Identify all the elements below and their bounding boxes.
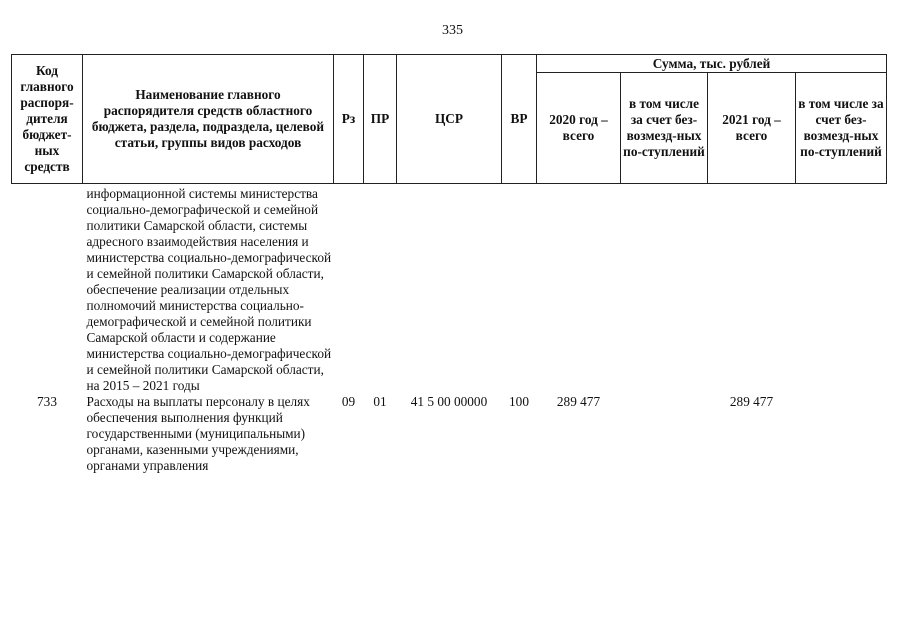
cell-2020-total [537, 184, 621, 395]
header-vr: ВР [502, 55, 537, 184]
header-rz: Рз [334, 55, 364, 184]
header-2020-total: 2020 год – всего [537, 73, 621, 184]
cell-2020-free [621, 184, 708, 395]
header-2021-total: 2021 год – всего [708, 73, 796, 184]
header-code: Код главного распоря-дителя бюджет-ных средств [12, 55, 83, 184]
cell-code: 733 [37, 394, 57, 409]
budget-table [11, 54, 887, 474]
cell-csr: 41 5 00 00000 [410, 394, 488, 409]
cell-csr [397, 184, 502, 395]
cell-vr [502, 184, 537, 395]
cell-2021-free [796, 184, 887, 395]
cell-pr: 01 [373, 394, 387, 409]
table-row [12, 184, 887, 395]
header-2021-free: в том числе за счет без-возмезд-ных по-ступлений [796, 73, 887, 184]
cell-2021-free [796, 394, 887, 474]
cell-2020-free [621, 394, 708, 474]
page-number: 335 [442, 23, 463, 38]
header-2020-free: в том числе за счет без-возмезд-ных по-ступлений [621, 73, 708, 184]
cell-rz: 09 [341, 394, 356, 409]
table-row [12, 394, 887, 474]
cell-name: информационной системы министерства социально-демографической и семейной политики Самарской области, системы адресного взаимодействия населения и министерства социально-демографической и семейной политики Самарской области, обеспечение реализации отдельных полномочий министерства социально-демографической и семейной политики Самарской области и содержание министерства социально-демографической и семейной политики Самарской области, на 2015 – 2021 годы [86, 186, 332, 393]
cell-code [12, 184, 83, 395]
cell-2021-total [708, 184, 796, 395]
cell-name: Расходы на выплаты персоналу в целях обеспечения выполнения функций государственными (муниципальными) органами, казенными учреждениями, органами управления [86, 394, 310, 473]
header-name: Наименование главного распорядителя средств областного бюджета, раздела, подраздела, целевой статьи, группы видов расходов [83, 55, 334, 184]
cell-rz [334, 184, 364, 395]
cell-vr: 100 [509, 394, 529, 409]
cell-2021-total: 289 477 [729, 394, 774, 409]
cell-2020-total: 289 477 [556, 394, 601, 409]
header-sum-group: Сумма, тыс. рублей [537, 55, 887, 73]
header-csr: ЦСР [397, 55, 502, 184]
cell-pr [364, 184, 397, 395]
header-pr: ПР [364, 55, 397, 184]
